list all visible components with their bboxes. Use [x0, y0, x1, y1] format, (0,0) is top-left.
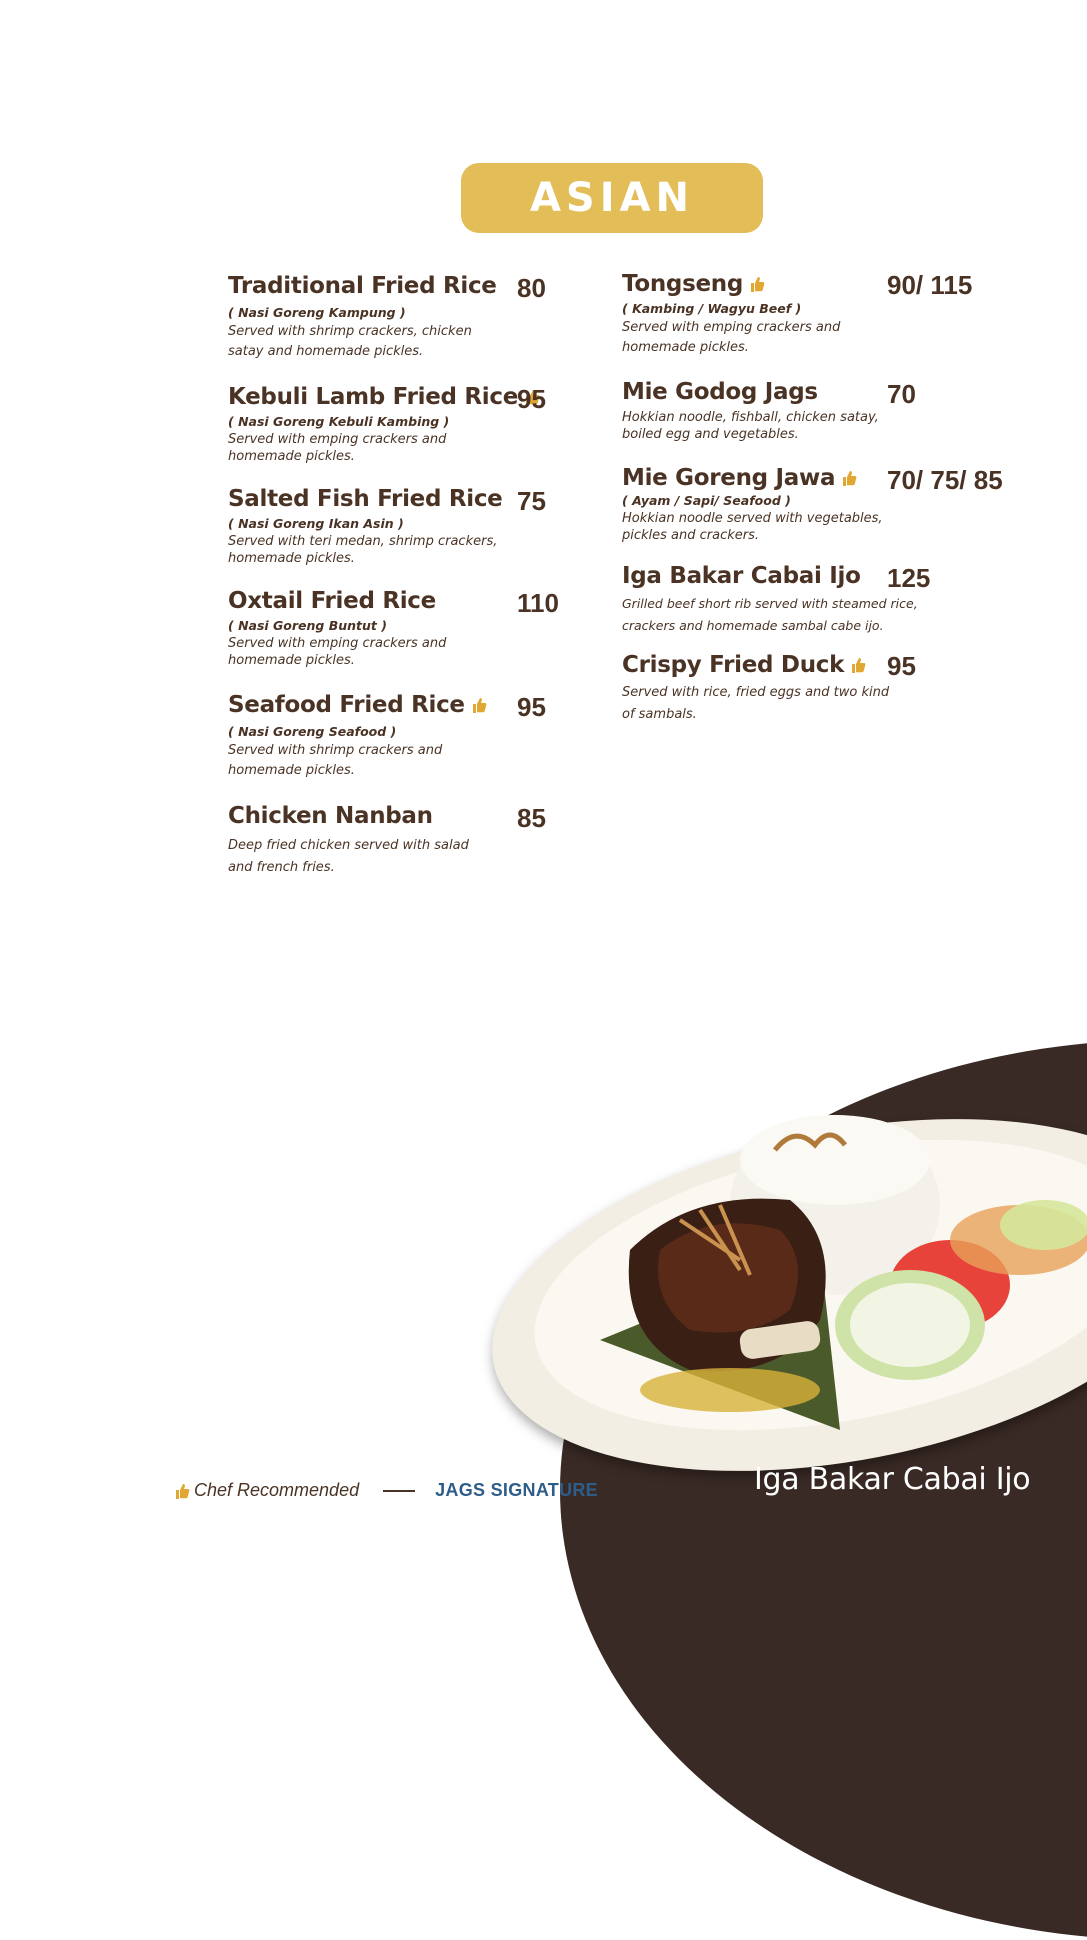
item-subtitle: ( Ayam / Sapi/ Seafood )	[622, 493, 791, 508]
menu-item-salted-fish-fried-rice	[228, 486, 502, 567]
item-price: 70/ 75/ 85	[887, 465, 1003, 495]
item-description: Served with rice, fried eggs and two kind of sambals.	[622, 685, 890, 722]
item-price: 125	[887, 563, 931, 593]
item-description: Served with shrimp crackers, chicken satay and homemade pickles.	[228, 324, 472, 359]
item-subtitle: ( Nasi Goreng Kampung )	[228, 305, 406, 320]
item-subtitle: ( Nasi Goreng Ikan Asin )	[228, 516, 404, 531]
item-description: Served with emping crackers and homemade pickles.	[622, 320, 841, 355]
item-price: 95	[517, 384, 546, 414]
menu-item-iga-bakar-cabai-ijo	[622, 563, 918, 637]
legend	[174, 1480, 598, 1501]
menu-item-chicken-nanban	[228, 803, 469, 879]
item-name: Seafood Fried Rice	[228, 692, 465, 718]
thumbs-up-icon	[841, 469, 857, 487]
menu-item-crispy-fried-duck	[622, 652, 889, 726]
item-description: Hokkian noodle served with vegetables, pickles and crackers.	[622, 511, 883, 543]
feature-dish-photo	[590, 1100, 1087, 1440]
item-description: Hokkian noodle, fishball, chicken satay, boiled egg and vegetables.	[622, 410, 879, 442]
section-title: ASIAN	[529, 175, 695, 221]
item-subtitle: ( Nasi Goreng Kebuli Kambing )	[228, 414, 450, 429]
item-description: Served with teri medan, shrimp crackers, homemade pickles.	[228, 534, 498, 566]
item-price: 80	[517, 273, 546, 303]
item-price: 95	[517, 692, 546, 722]
menu-item-mie-goreng-jawa	[622, 465, 883, 544]
item-subtitle: ( Kambing / Wagyu Beef )	[622, 301, 802, 316]
menu-item-mie-godog-jags	[622, 379, 879, 443]
item-name: Salted Fish Fried Rice	[228, 486, 503, 512]
menu-item-oxtail-fried-rice	[228, 588, 446, 669]
item-name: Iga Bakar Cabai Ijo	[622, 563, 861, 589]
item-name: Mie Godog Jags	[622, 379, 818, 405]
item-subtitle: ( Nasi Goreng Buntut )	[228, 618, 387, 633]
jags-signature-label: JAGS SIGNATURE	[435, 1480, 598, 1500]
item-name: Traditional Fried Rice	[228, 273, 497, 299]
item-name: Crispy Fried Duck	[622, 652, 845, 678]
thumbs-up-icon	[749, 275, 765, 293]
menu-item-seafood-fried-rice	[228, 692, 487, 781]
item-name: Tongseng	[622, 271, 744, 297]
thumbs-up-icon	[850, 656, 866, 674]
item-price: 85	[517, 803, 546, 833]
feature-dish-caption: Iga Bakar Cabai Ijo	[754, 1462, 1031, 1497]
item-name: Kebuli Lamb Fried Rice	[228, 384, 519, 410]
item-subtitle: ( Nasi Goreng Seafood )	[228, 724, 397, 739]
section-header	[461, 163, 763, 233]
item-price: 95	[887, 651, 916, 681]
thumbs-up-icon	[471, 696, 487, 714]
legend-divider	[383, 1490, 415, 1492]
menu-item-kebuli-lamb-fried-rice	[228, 384, 540, 465]
menu-item-traditional-fried-rice	[228, 273, 497, 362]
item-name: Mie Goreng Jawa	[622, 465, 836, 491]
item-description: Grilled beef short rib served with steamed rice, crackers and homemade sambal cabe ijo.	[622, 596, 918, 633]
thumbs-up-icon	[174, 1482, 190, 1500]
item-name: Chicken Nanban	[228, 803, 433, 829]
menu-item-tongseng	[622, 271, 840, 358]
item-description: Served with emping crackers and homemade pickles.	[228, 432, 447, 464]
item-name: Oxtail Fried Rice	[228, 588, 436, 614]
item-price: 70	[887, 379, 916, 409]
item-description: Deep fried chicken served with salad and french fries.	[228, 838, 469, 875]
item-description: Served with emping crackers and homemade pickles.	[228, 636, 447, 668]
item-price: 75	[517, 486, 546, 516]
chef-recommended-label: Chef Recommended	[194, 1480, 360, 1500]
item-price: 110	[517, 588, 559, 618]
item-description: Served with shrimp crackers and homemade pickles.	[228, 743, 443, 778]
item-price: 90/ 115	[887, 270, 973, 300]
